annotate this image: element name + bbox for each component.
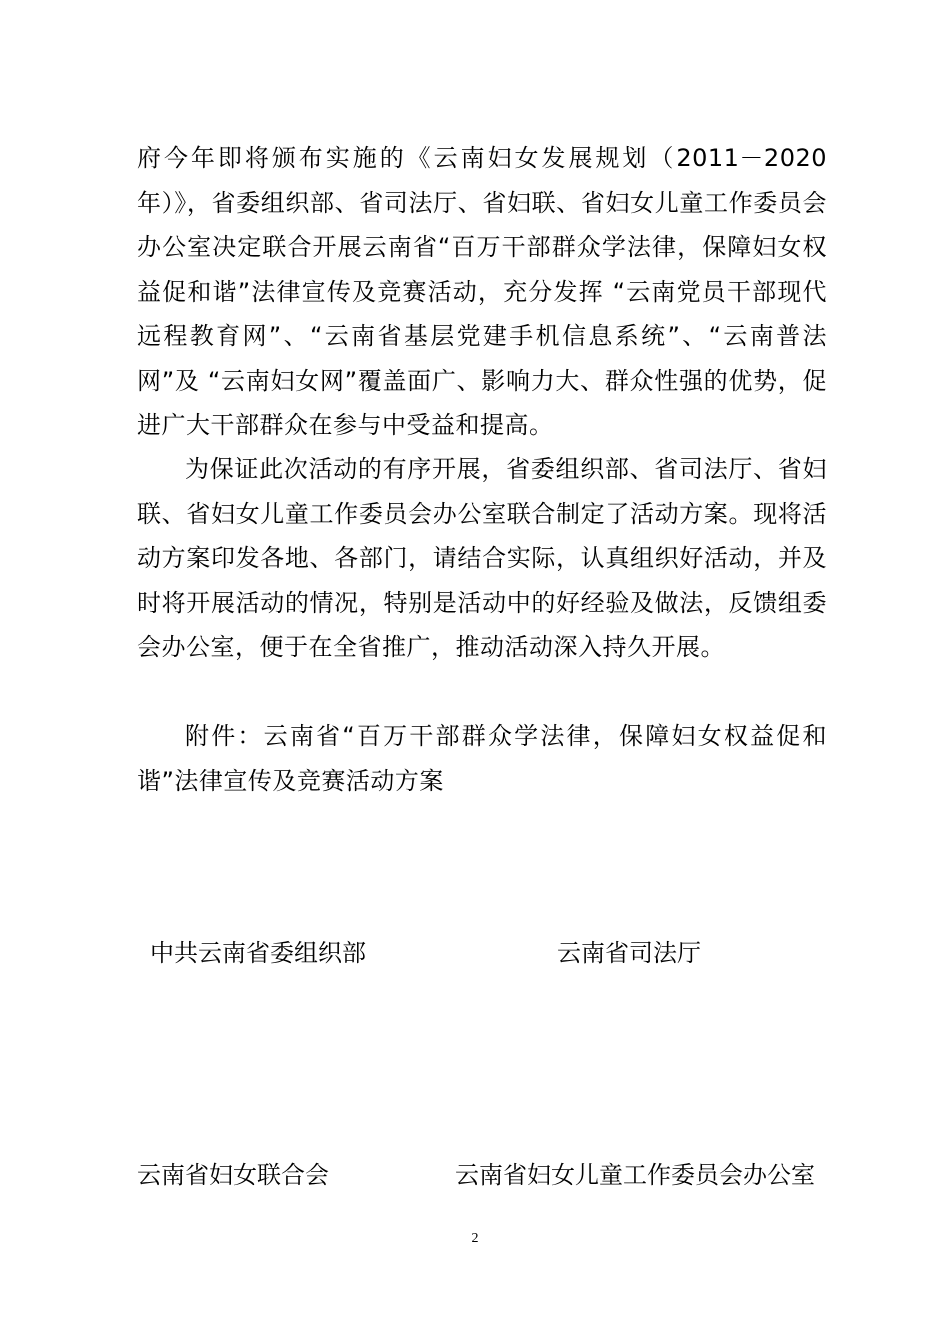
body-paragraph-continued: 府今年即将颁布实施的《云南妇女发展规划（2011－2020年）》，省委组织部、省司法厅、省妇联、省妇女儿童工作委员会办公室决定联合开展云南省“百万干部群众学法律，保障妇女权益促和谐”法律宣传及竞赛活动，充分发挥 “云南党员干部现代远程教育网”、“云南省基层党建手机信息系统”、“云南普法网”及 “云南妇女网”覆盖面广、影响力大、群众性强的优势，促进广大干部群众在参与中受益和提高。: [137, 144, 827, 439]
signatory-womens-federation: 云南省妇女联合会: [137, 1161, 329, 1189]
signatory-justice-department: 云南省司法厅: [557, 939, 701, 967]
signatory-organization-department: 中共云南省委组织部: [150, 939, 366, 967]
body-paragraph-activity-plan: 为保证此次活动的有序开展，省委组织部、省司法厅、省妇联、省妇女儿童工作委员会办公室联合制定了活动方案。现将活动方案印发各地、各部门，请结合实际，认真组织好活动，并及时将开展活动的情况，特别是活动中的好经验及做法，反馈组委会办公室，便于在全省推广，推动活动深入持久开展。: [137, 455, 827, 661]
signatory-women-children-committee-office: 云南省妇女儿童工作委员会办公室: [455, 1161, 815, 1189]
attachment-note: 附件：云南省“百万干部群众学法律，保障妇女权益促和谐”法律宣传及竞赛活动方案: [137, 722, 827, 795]
page-number: 2: [471, 1231, 479, 1246]
